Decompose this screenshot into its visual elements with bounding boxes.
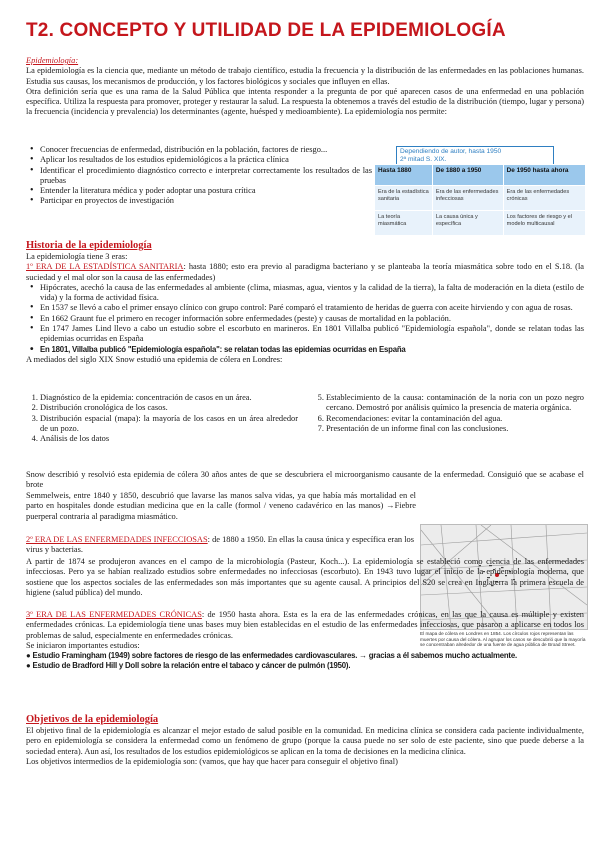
list-item: 4. Análisis de los datos [40, 434, 298, 444]
list-item: 7. Presentación de un informe final con las conclusiones. [326, 424, 584, 434]
list-item: • En 1747 James Lind llevo a cabo un estudio sobre el escorbuto en marineros. En 1801 Villalba publicó "Epidemiología española", donde se relatan todas las epidemias ocurridas en España [40, 324, 584, 345]
snow-intro: A mediados del siglo XIX Snow estudió una epidemia de cólera en Londres: [26, 354, 283, 364]
table-row [375, 211, 586, 236]
list-item: • Participar en proyectos de investigación [40, 196, 372, 206]
table-cell: Era de las enfermedades crónicas [503, 186, 585, 211]
table-cell: La teoría miasmática [375, 211, 433, 236]
list-item: 1. Diagnóstico de la epidemia: concentración de casos en un área. [40, 393, 298, 403]
table-cell: Era de las enfermedades infecciosas [432, 186, 503, 211]
intro-heading: Epidemiología: [26, 56, 79, 65]
map-caption: El mapa de cólera en Londres en 1854. Los círculos rojos representan las muertes por causa del cólera. Al agrupar los casos se descubrió que la mayoría se concentraban alrededor de una fuente de agua pública de Broad Street. [420, 631, 586, 648]
handwritten-note: • En 1801, Villalba publicó "Epidemiología española": se relatan todas las epidemias ocurridas en España [40, 345, 584, 355]
page-title: T2. CONCEPTO Y UTILIDAD DE LA EPIDEMIOLOGÍA [26, 20, 506, 41]
snow-steps-right [312, 393, 584, 444]
snow-steps-left [26, 393, 298, 444]
table-header-row [375, 165, 586, 186]
intro-paragraph-2: Otra definición sería que es una rama de la Salud Pública que intenta responder a la pregunta de por qué aparecen casos de una enfermedad en una población específica. Utiliza la respuesta para promover, proteger y restaurar la salud. La respuesta la obtenemos a través del estudio de la distribución (tiempo, lugar y persona) la frecuencia (incidencia y prevalencia) los determinantes (agente, huésped y medioambiente). La epidemiología nos permite: [26, 86, 584, 117]
era-2-text: : de 1880 a 1950. En ellas la causa única y específica eran los virus y bacterias. [26, 535, 414, 555]
list-item: • Hipócrates, acechó la causa de las enfermedades al ambiente (clima, miasmas, agua, vientos y la calidad de la tierra), la falta de moderación en la dieta (estilo de vida) y la forma de actividad física. [40, 283, 584, 304]
era-2-section [26, 535, 414, 556]
intro-paragraph-1: La epidemiología es la ciencia que, mediante un método de trabajo científico, estudia la frecuencia y la distribución de las enfermedades en las poblaciones humanas. Estudia sus causas, los mecanismos de producción, y los factores biológicos y sociales que influyen en ellas. [26, 66, 584, 86]
list-item: 6. Recomendaciones: evitar la contaminación del agua. [326, 414, 584, 424]
table-annotation [396, 146, 554, 166]
objectives-heading: Objetivos de la epidemiología [26, 714, 159, 725]
history-heading: Historia de la epidemiología [26, 240, 152, 251]
study-bradford-hill: ● Estudio de Bradford Hill y Doll sobre la relación entre el tabaco y cáncer de pulmón (1950). [26, 661, 351, 671]
list-item: 2. Distribución cronológica de los casos. [40, 403, 298, 413]
list-item: • Aplicar los resultados de los estudios epidemiológicos a la práctica clínica [40, 155, 372, 165]
studies-intro: Se iniciaron importantes estudios: [26, 640, 140, 650]
snow-steps [26, 393, 584, 444]
eras-table [374, 164, 586, 236]
era-3-label: 3º ERA DE LAS ENFERMEDADES CRÓNICAS [26, 610, 202, 619]
list-item: • En 1537 se llevó a cabo el primer ensayo clínico con grupo control: Paré comparó el tratamiento de heridas de guerra con aceite hirviendo y con agua de rosas. [40, 303, 584, 313]
list-item: • Identificar el procedimiento diagnóstico correcto e interpretar correctamente los resultados de las pruebas [40, 166, 372, 187]
table-cell: Los factores de riesgo y el modelo multicausal [503, 211, 585, 236]
list-item: • Entender la literatura médica y poder adoptar una postura crítica [40, 186, 372, 196]
history-section [26, 240, 584, 365]
objectives-section [26, 714, 584, 767]
era-2-paragraph [26, 535, 414, 556]
table-cell: La causa única y específica [432, 211, 503, 236]
intro-bullets [26, 145, 372, 207]
objectives-paragraph-1: El objetivo final de la epidemiología es alcanzar el mejor estado de salud posible en la comunidad. En medicina clínica se considera cada paciente individualmente, pero en epidemiología se considera la enfermedad como un fenómeno de grupo (porque la causa puede no ser solo de este paciente, sino que puede deberse a la sociedad entera). Aun así, los resultados de los estudios epidemiológicos se aplican en la toma de decisiones en la medicina clínica. [26, 726, 584, 756]
snow-paragraph: Snow describió y resolvió esta epidemia de cólera 30 años antes de que se descubriera el microorganismo causante de la enfermedad. Consiguió que se acabase el brote [26, 470, 584, 490]
semmelweis-paragraph: Semmelweis, entre 1840 y 1850, descubrió que lavarse las manos salva vidas, ya que había más mortalidad en el parto en hospitales donde estudian medicina que en la calle (formol / veneno cadavérico en las manos) →Fiebre puerperal contraria al paradigma miasmático. [26, 491, 416, 521]
table-row [375, 186, 586, 211]
era-3-section [26, 610, 584, 672]
table-header-cell: Hasta 1880 [375, 165, 433, 186]
list-item: 5. Establecimiento de la causa: contaminación de la noria con un pozo negro cercano. Demostró por análisis químico la presencia de materia orgánica. [326, 393, 584, 414]
era-1-paragraph [26, 262, 584, 283]
era-1-label: 1º ERA DE LA ESTADÍSTICA SANITARIA [26, 262, 184, 272]
eras-intro: La epidemiología tiene 3 eras: [26, 252, 128, 261]
study-framingham: ● Estudio Framingham (1949) sobre factores de riesgo de las enfermedades cardiovasculares. → gracias a él sabemos mucho actualmente. [26, 651, 517, 661]
objectives-paragraph-2: Los objetivos intermedios de la epidemiología son: (vamos, que hay que hacer para conseguir el objetivo final) [26, 756, 398, 766]
era-1-text: : hasta 1880; esto era previo al paradigma bacteriano y se planteaba la teoría miasmática sobre todo en el S.18. (la suciedad y el mal olor son la causa de las enfermedades) [26, 262, 584, 282]
list-item: • En 1662 Graunt fue el primero en recoger información sobre enfermedades (peste) y causas de mortalidad en la población. [40, 314, 584, 324]
table-header-cell: De 1950 hasta ahora [503, 165, 585, 186]
era-2-body: A partir de 1874 se produjeron avances en el campo de la microbiología (Pasteur, Koch...). La epidemiología se estableció como ciencia de las enfermedades infecciosas. Pero ya se habían realizado estudios sobre enfermedades no infecciosas (escorbuto). En 1943 tuvo lugar el inicio de la epidemiología moderna, que sostiene que los aspectos sociales de las enfermedades son más importantes que su agente causal. A principios del S20 se crea en Inglaterra la primera escuela de higiene (salud pública) del mundo. [26, 557, 584, 597]
table-header-cell: De 1880 a 1950 [432, 165, 503, 186]
table-cell: Era de la estadística sanitaria [375, 186, 433, 211]
annotation-line: 2ª mitad S. XIX. [400, 156, 447, 163]
era-2-label: 2º ERA DE LAS ENFERMEDADES INFECCIOSAS [26, 535, 208, 544]
era-3-paragraph [26, 610, 584, 641]
list-item: • Conocer frecuencias de enfermedad, distribución en la población, factores de riesgo... [40, 145, 372, 155]
era-3-text: : de 1950 hasta ahora. Esta es la era de las enfermedades crónicas, en las que la causa es múltiple y existen enfermedades crónicas. La epidemiología tiene unas bases muy bien establecidas en el estudio de las enfermedades infecciosas, que pasaron a aplicarse en todos los problemas de salud, especialmente en enfermedades crónicas. [26, 610, 584, 640]
list-item: 3. Distribución espacial (mapa): la mayoría de los casos en un área alrededor de un pozo. [40, 414, 298, 435]
intro-section [26, 56, 584, 118]
annotation-line: Dependiendo de autor, hasta 1950 [400, 148, 502, 155]
